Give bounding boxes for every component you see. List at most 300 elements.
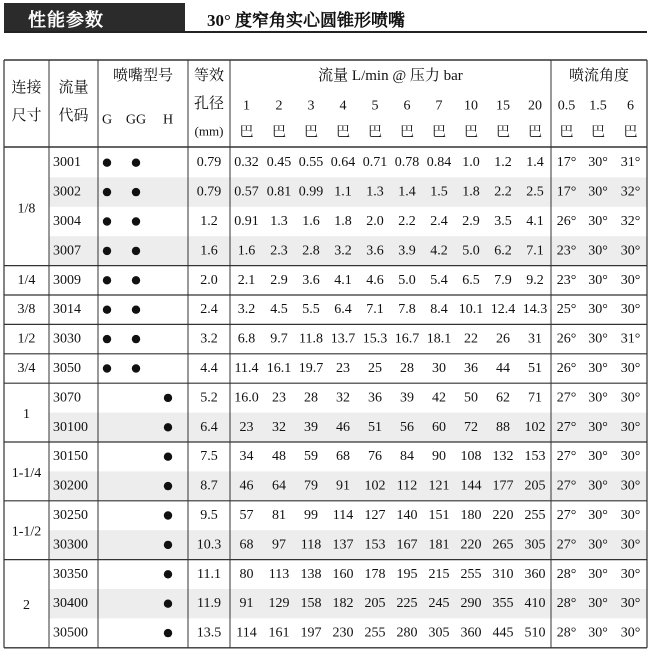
header-pressure-5: 5 bbox=[371, 98, 379, 114]
flow-value-cell: 181 bbox=[428, 537, 450, 553]
type-available-dot bbox=[132, 364, 140, 372]
flow-value-cell: 48 bbox=[272, 449, 286, 465]
type-available-dot bbox=[164, 423, 172, 431]
flow-code-cell: 3004 bbox=[53, 214, 81, 229]
type-available-dot bbox=[103, 276, 111, 284]
spray-angle-cell: 26° bbox=[556, 214, 577, 229]
flow-value-cell: 11.8 bbox=[299, 331, 323, 347]
flow-value-cell: 4.6 bbox=[366, 272, 384, 288]
flow-value-cell: 32 bbox=[272, 419, 286, 435]
flow-code-cell: 30350 bbox=[53, 566, 88, 582]
header-bar-unit: 巴 bbox=[464, 125, 478, 141]
flow-value-cell: 39 bbox=[400, 390, 414, 406]
type-available-dot bbox=[132, 247, 140, 255]
type-available-dot bbox=[103, 217, 111, 225]
flow-value-cell: 12.4 bbox=[490, 302, 516, 318]
flow-value-cell: 0.81 bbox=[266, 184, 292, 200]
flow-value-cell: 1.5 bbox=[430, 184, 448, 200]
flow-value-cell: 180 bbox=[460, 508, 482, 523]
header-bar-unit: 巴 bbox=[528, 125, 542, 141]
spray-angle-cell: 27° bbox=[556, 449, 577, 465]
flow-value-cell: 129 bbox=[268, 596, 290, 612]
header-angle-pressure-6: 6 bbox=[627, 98, 634, 114]
flow-value-cell: 225 bbox=[396, 596, 418, 612]
flow-value-cell: 6.5 bbox=[462, 272, 480, 288]
header-flow-code-line1: 流量 bbox=[58, 80, 89, 96]
header-pressure-4: 4 bbox=[339, 98, 347, 114]
flow-value-cell: 280 bbox=[396, 625, 418, 641]
flow-value-cell: 36 bbox=[368, 390, 382, 406]
flow-value-cell: 410 bbox=[524, 596, 546, 612]
spray-angle-cell: 31° bbox=[620, 331, 641, 347]
header-bar-unit: 巴 bbox=[400, 125, 414, 141]
header-type-g: G bbox=[101, 112, 113, 128]
header-spray-angle: 喷流角度 bbox=[568, 68, 630, 84]
flow-value-cell: 36 bbox=[464, 361, 478, 376]
flow-value-cell: 2.2 bbox=[494, 184, 512, 200]
spray-angle-cell: 30° bbox=[588, 331, 608, 347]
connection-size-cell: 2 bbox=[23, 598, 30, 614]
flow-value-cell: 81 bbox=[272, 508, 286, 523]
header-bar-unit: 巴 bbox=[432, 125, 446, 141]
flow-value-cell: 215 bbox=[428, 566, 450, 582]
flow-value-cell: 1.8 bbox=[462, 184, 480, 200]
spray-angle-cell: 30° bbox=[620, 302, 641, 318]
flow-value-cell: 4.1 bbox=[334, 272, 352, 288]
spray-angle-cell: 30° bbox=[620, 390, 641, 406]
type-available-dot bbox=[103, 335, 111, 343]
spray-angle-cell: 30° bbox=[588, 478, 608, 494]
flow-value-cell: 26 bbox=[496, 331, 510, 347]
connection-size-cell: 3/8 bbox=[17, 302, 36, 318]
spray-angle-cell: 23° bbox=[556, 243, 577, 259]
flow-value-cell: 0.64 bbox=[330, 155, 356, 171]
flow-value-cell: 57 bbox=[239, 508, 254, 523]
flow-code-cell: 3009 bbox=[53, 272, 81, 288]
flow-value-cell: 245 bbox=[428, 596, 450, 612]
flow-value-cell: 68 bbox=[336, 449, 350, 465]
flow-value-cell: 72 bbox=[464, 419, 478, 435]
spray-angle-cell: 30° bbox=[620, 361, 641, 376]
flow-value-cell: 97 bbox=[272, 537, 286, 553]
flow-code-cell: 30250 bbox=[53, 508, 88, 523]
connection-size-cell: 1/8 bbox=[17, 201, 36, 217]
orifice-cell: 13.5 bbox=[196, 625, 222, 641]
flow-value-cell: 1.8 bbox=[334, 214, 352, 229]
type-available-dot bbox=[103, 306, 111, 314]
flow-value-cell: 137 bbox=[332, 537, 354, 553]
type-available-dot bbox=[132, 276, 140, 284]
flow-value-cell: 360 bbox=[460, 625, 482, 641]
spray-angle-cell: 30° bbox=[588, 302, 608, 318]
spray-angle-cell: 30° bbox=[588, 184, 608, 200]
flow-value-cell: 44 bbox=[496, 361, 510, 376]
flow-value-cell: 5.5 bbox=[302, 302, 320, 318]
connection-size-cell: 1 bbox=[23, 407, 30, 423]
header-pressure-3: 3 bbox=[307, 98, 315, 114]
spray-angle-cell: 30° bbox=[620, 478, 641, 494]
flow-value-cell: 305 bbox=[524, 537, 546, 553]
flow-value-cell: 138 bbox=[300, 566, 322, 582]
spray-angle-cell: 31° bbox=[620, 155, 641, 171]
type-available-dot bbox=[103, 364, 111, 372]
header-pressure-7: 7 bbox=[435, 98, 443, 114]
flow-value-cell: 50 bbox=[464, 390, 478, 406]
flow-value-cell: 2.2 bbox=[398, 214, 416, 229]
flow-value-cell: 5.0 bbox=[398, 272, 416, 288]
flow-value-cell: 0.32 bbox=[234, 155, 259, 171]
flow-value-cell: 305 bbox=[428, 625, 450, 641]
header-type-h: H bbox=[162, 112, 174, 128]
flow-value-cell: 178 bbox=[364, 566, 386, 582]
orifice-cell: 10.3 bbox=[196, 537, 222, 553]
type-available-dot bbox=[132, 306, 140, 314]
header-bar-unit: 巴 bbox=[591, 125, 605, 141]
flow-value-cell: 64 bbox=[272, 478, 286, 494]
flow-code-cell: 30400 bbox=[53, 596, 88, 612]
flow-value-cell: 99 bbox=[304, 508, 318, 523]
flow-value-cell: 1.1 bbox=[334, 184, 352, 200]
orifice-cell: 9.5 bbox=[200, 508, 218, 523]
header-connection-line2: 尺寸 bbox=[11, 108, 42, 124]
flow-value-cell: 108 bbox=[460, 449, 482, 465]
flow-value-cell: 8.4 bbox=[430, 302, 448, 318]
header-nozzle-type: 喷嘴型号 bbox=[112, 68, 174, 84]
flow-code-cell: 3001 bbox=[53, 155, 81, 171]
flow-value-cell: 161 bbox=[268, 625, 290, 641]
flow-value-cell: 7.9 bbox=[494, 272, 512, 288]
spray-angle-cell: 30° bbox=[620, 419, 641, 435]
orifice-cell: 5.2 bbox=[200, 390, 218, 406]
spray-angle-cell: 27° bbox=[556, 390, 577, 406]
flow-value-cell: 158 bbox=[300, 596, 322, 612]
flow-value-cell: 30 bbox=[432, 361, 446, 376]
flow-value-cell: 90 bbox=[432, 449, 446, 465]
flow-value-cell: 121 bbox=[428, 478, 450, 494]
flow-value-cell: 80 bbox=[239, 566, 254, 582]
orifice-cell: 3.2 bbox=[200, 331, 218, 347]
connection-size-cell: 1/4 bbox=[17, 272, 36, 288]
flow-value-cell: 42 bbox=[432, 390, 446, 406]
orifice-cell: 0.79 bbox=[196, 155, 222, 171]
flow-value-cell: 102 bbox=[524, 419, 546, 435]
orifice-cell: 1.6 bbox=[200, 243, 218, 259]
flow-value-cell: 1.6 bbox=[237, 243, 256, 259]
flow-value-cell: 34 bbox=[239, 449, 254, 465]
flow-code-cell: 30150 bbox=[53, 449, 88, 465]
flow-value-cell: 16.7 bbox=[394, 331, 420, 347]
type-available-dot bbox=[164, 511, 172, 519]
flow-value-cell: 360 bbox=[524, 566, 546, 582]
header-orifice-unit: (mm) bbox=[194, 123, 224, 139]
flow-value-cell: 6.4 bbox=[334, 302, 352, 318]
spray-angle-cell: 17° bbox=[556, 184, 577, 200]
flow-value-cell: 9.7 bbox=[270, 331, 288, 347]
flow-value-cell: 3.2 bbox=[334, 243, 352, 259]
spray-angle-cell: 30° bbox=[588, 272, 608, 288]
type-available-dot bbox=[164, 600, 172, 608]
spray-angle-cell: 30° bbox=[588, 449, 608, 465]
flow-value-cell: 1.4 bbox=[398, 184, 416, 200]
flow-value-cell: 310 bbox=[492, 566, 514, 582]
flow-value-cell: 255 bbox=[364, 625, 386, 641]
flow-value-cell: 18.1 bbox=[426, 331, 452, 347]
spray-angle-cell: 17° bbox=[556, 155, 577, 171]
flow-value-cell: 114 bbox=[236, 625, 257, 641]
header-bar-unit: 巴 bbox=[496, 125, 510, 141]
flow-value-cell: 112 bbox=[396, 478, 418, 494]
flow-value-cell: 84 bbox=[400, 449, 414, 465]
header-orifice-line1: 等效 bbox=[193, 68, 225, 84]
flow-value-cell: 127 bbox=[364, 508, 386, 523]
flow-value-cell: 2.1 bbox=[237, 272, 256, 288]
section-label: 性能参数 bbox=[28, 10, 104, 31]
flow-value-cell: 265 bbox=[492, 537, 514, 553]
flow-value-cell: 91 bbox=[336, 478, 350, 494]
flow-value-cell: 51 bbox=[528, 361, 542, 376]
flow-value-cell: 28 bbox=[304, 390, 318, 406]
flow-value-cell: 355 bbox=[492, 596, 514, 612]
flow-value-cell: 46 bbox=[239, 478, 254, 494]
flow-value-cell: 31 bbox=[528, 331, 542, 347]
header-flow-code-line2: 代码 bbox=[58, 108, 89, 124]
flow-value-cell: 3.5 bbox=[494, 214, 512, 229]
flow-value-cell: 88 bbox=[496, 419, 510, 435]
spray-angle-cell: 30° bbox=[588, 155, 608, 171]
orifice-cell: 7.5 bbox=[200, 449, 218, 465]
header-bar-unit: 巴 bbox=[304, 125, 318, 141]
flow-value-cell: 13.7 bbox=[330, 331, 356, 347]
spray-angle-cell: 30° bbox=[588, 508, 608, 523]
flow-value-cell: 3.6 bbox=[366, 243, 384, 259]
flow-value-cell: 445 bbox=[492, 625, 514, 641]
spray-angle-cell: 30° bbox=[620, 625, 641, 641]
spray-angle-cell: 27° bbox=[556, 537, 577, 553]
flow-code-cell: 3014 bbox=[53, 302, 81, 318]
flow-value-cell: 68 bbox=[239, 537, 254, 553]
flow-value-cell: 153 bbox=[364, 537, 386, 553]
spray-angle-cell: 30° bbox=[588, 566, 608, 582]
flow-value-cell: 0.84 bbox=[426, 155, 452, 171]
flow-value-cell: 255 bbox=[524, 508, 546, 523]
header-type-gg: GG bbox=[125, 112, 147, 128]
flow-code-cell: 30100 bbox=[53, 419, 88, 435]
page-title: 30° 度窄角实心圆锥形喷嘴 bbox=[207, 11, 406, 30]
spray-angle-cell: 28° bbox=[556, 625, 577, 641]
flow-value-cell: 144 bbox=[460, 478, 482, 494]
flow-code-cell: 3007 bbox=[53, 243, 81, 259]
flow-value-cell: 39 bbox=[304, 419, 318, 435]
flow-value-cell: 160 bbox=[332, 566, 354, 582]
flow-value-cell: 23 bbox=[239, 419, 254, 435]
flow-value-cell: 102 bbox=[364, 478, 386, 494]
spray-angle-cell: 30° bbox=[620, 596, 641, 612]
flow-value-cell: 153 bbox=[524, 449, 546, 465]
flow-value-cell: 205 bbox=[364, 596, 386, 612]
flow-value-cell: 114 bbox=[332, 508, 354, 523]
spray-angle-cell: 30° bbox=[588, 361, 608, 376]
flow-value-cell: 4.5 bbox=[270, 302, 288, 318]
flow-value-cell: 1.0 bbox=[462, 155, 480, 171]
header-angle-pressure-0.5: 0.5 bbox=[557, 98, 576, 114]
type-available-dot bbox=[132, 217, 140, 225]
flow-value-cell: 510 bbox=[524, 625, 546, 641]
header-pressure-1: 1 bbox=[243, 98, 250, 114]
flow-value-cell: 220 bbox=[492, 508, 514, 523]
type-available-dot bbox=[103, 188, 111, 196]
flow-value-cell: 220 bbox=[460, 537, 482, 553]
flow-value-cell: 290 bbox=[460, 596, 482, 612]
flow-value-cell: 1.3 bbox=[366, 184, 384, 200]
spray-angle-cell: 23° bbox=[556, 272, 577, 288]
spray-angle-cell: 28° bbox=[556, 596, 577, 612]
flow-code-cell: 30300 bbox=[53, 537, 88, 553]
flow-value-cell: 0.91 bbox=[234, 214, 259, 229]
flow-value-cell: 7.1 bbox=[526, 243, 544, 259]
flow-value-cell: 197 bbox=[300, 625, 322, 641]
flow-value-cell: 1.4 bbox=[526, 155, 544, 171]
flow-value-cell: 60 bbox=[432, 419, 446, 435]
flow-value-cell: 4.2 bbox=[430, 243, 448, 259]
spray-angle-cell: 32° bbox=[620, 214, 641, 229]
flow-code-cell: 30500 bbox=[53, 625, 88, 641]
header-connection-line1: 连接 bbox=[11, 80, 42, 96]
flow-value-cell: 0.71 bbox=[362, 155, 388, 171]
flow-value-cell: 6.2 bbox=[494, 243, 512, 259]
spray-angle-cell: 30° bbox=[588, 596, 608, 612]
flow-value-cell: 177 bbox=[492, 478, 514, 494]
flow-value-cell: 32 bbox=[336, 390, 350, 406]
spray-angle-cell: 30° bbox=[620, 537, 641, 553]
type-available-dot bbox=[132, 335, 140, 343]
type-available-dot bbox=[132, 159, 140, 167]
flow-value-cell: 2.3 bbox=[270, 243, 288, 259]
flow-value-cell: 16.0 bbox=[234, 390, 259, 406]
type-available-dot bbox=[164, 541, 172, 549]
spray-angle-cell: 30° bbox=[588, 243, 608, 259]
flow-value-cell: 2.5 bbox=[526, 184, 544, 200]
flow-value-cell: 28 bbox=[400, 361, 414, 376]
flow-value-cell: 71 bbox=[528, 390, 542, 406]
header-flow-rate: 流量 L/min @ 压力 bar bbox=[318, 68, 463, 84]
spray-angle-cell: 26° bbox=[556, 361, 577, 376]
header-bar-unit: 巴 bbox=[239, 125, 254, 141]
spray-angle-cell: 28° bbox=[556, 566, 577, 582]
flow-value-cell: 140 bbox=[396, 508, 418, 523]
spray-angle-cell: 30° bbox=[620, 243, 641, 259]
orifice-cell: 0.79 bbox=[196, 184, 222, 200]
flow-value-cell: 1.6 bbox=[302, 214, 320, 229]
orifice-cell: 2.4 bbox=[200, 302, 218, 318]
flow-value-cell: 9.2 bbox=[526, 272, 544, 288]
flow-value-cell: 1.3 bbox=[270, 214, 288, 229]
flow-value-cell: 0.57 bbox=[234, 184, 259, 200]
header-pressure-20: 20 bbox=[528, 98, 542, 114]
orifice-cell: 1.2 bbox=[200, 214, 218, 229]
header-bar-unit: 巴 bbox=[336, 125, 350, 141]
flow-value-cell: 5.4 bbox=[430, 272, 448, 288]
header-pressure-10: 10 bbox=[464, 98, 478, 114]
header-angle-pressure-1.5: 1.5 bbox=[589, 98, 607, 114]
flow-value-cell: 3.2 bbox=[237, 302, 256, 318]
flow-value-cell: 151 bbox=[428, 508, 450, 523]
flow-value-cell: 7.8 bbox=[398, 302, 416, 318]
type-available-dot bbox=[164, 453, 172, 461]
flow-value-cell: 7.1 bbox=[366, 302, 384, 318]
spray-angle-cell: 30° bbox=[620, 272, 641, 288]
flow-code-cell: 30200 bbox=[53, 478, 88, 494]
flow-value-cell: 2.4 bbox=[430, 214, 448, 229]
flow-value-cell: 11.4 bbox=[234, 361, 259, 376]
header-bar-unit: 巴 bbox=[272, 125, 286, 141]
spray-angle-cell: 30° bbox=[620, 508, 641, 523]
spray-angle-cell: 30° bbox=[588, 390, 608, 406]
orifice-cell: 11.9 bbox=[197, 596, 221, 612]
flow-value-cell: 10.1 bbox=[458, 302, 484, 318]
spray-angle-cell: 30° bbox=[588, 214, 608, 229]
flow-value-cell: 167 bbox=[396, 537, 418, 553]
spray-angle-cell: 32° bbox=[620, 184, 641, 200]
flow-value-cell: 23 bbox=[336, 361, 350, 376]
spray-angle-cell: 26° bbox=[556, 331, 577, 347]
type-available-dot bbox=[164, 394, 172, 402]
flow-value-cell: 2.8 bbox=[302, 243, 320, 259]
flow-code-cell: 3030 bbox=[53, 331, 81, 347]
orifice-cell: 11.1 bbox=[197, 566, 221, 582]
flow-value-cell: 3.9 bbox=[398, 243, 416, 259]
header-bar-unit: 巴 bbox=[623, 125, 638, 141]
header-bar-unit: 巴 bbox=[368, 125, 382, 141]
flow-value-cell: 5.0 bbox=[462, 243, 480, 259]
flow-value-cell: 6.8 bbox=[237, 331, 256, 347]
spray-angle-cell: 27° bbox=[556, 478, 577, 494]
spray-angle-cell: 30° bbox=[588, 537, 608, 553]
flow-value-cell: 113 bbox=[268, 566, 290, 582]
spray-angle-cell: 30° bbox=[620, 449, 641, 465]
flow-code-cell: 3070 bbox=[53, 390, 81, 406]
flow-value-cell: 1.2 bbox=[494, 155, 512, 171]
flow-value-cell: 2.9 bbox=[462, 214, 480, 229]
type-available-dot bbox=[132, 188, 140, 196]
type-available-dot bbox=[164, 482, 172, 490]
spray-angle-cell: 27° bbox=[556, 508, 577, 523]
orifice-cell: 2.0 bbox=[200, 272, 218, 288]
flow-code-cell: 3050 bbox=[53, 361, 81, 376]
spray-angle-cell: 27° bbox=[556, 419, 577, 435]
flow-value-cell: 132 bbox=[492, 449, 514, 465]
spray-angle-cell: 30° bbox=[620, 566, 641, 582]
flow-value-cell: 15.3 bbox=[362, 331, 388, 347]
orifice-cell: 6.4 bbox=[200, 419, 218, 435]
flow-value-cell: 14.3 bbox=[522, 302, 548, 318]
flow-value-cell: 182 bbox=[332, 596, 354, 612]
flow-value-cell: 22 bbox=[464, 331, 478, 347]
flow-value-cell: 205 bbox=[524, 478, 546, 494]
flow-value-cell: 3.6 bbox=[302, 272, 320, 288]
flow-value-cell: 255 bbox=[460, 566, 482, 582]
orifice-cell: 4.4 bbox=[200, 361, 218, 376]
flow-value-cell: 2.9 bbox=[270, 272, 288, 288]
flow-value-cell: 23 bbox=[272, 390, 286, 406]
type-available-dot bbox=[103, 159, 111, 167]
flow-value-cell: 0.45 bbox=[266, 155, 292, 171]
flow-value-cell: 76 bbox=[368, 449, 382, 465]
flow-value-cell: 59 bbox=[304, 449, 318, 465]
header-pressure-6: 6 bbox=[403, 98, 411, 114]
spray-angle-cell: 30° bbox=[588, 419, 608, 435]
connection-size-cell: 1/2 bbox=[17, 331, 36, 347]
flow-value-cell: 56 bbox=[400, 419, 414, 435]
